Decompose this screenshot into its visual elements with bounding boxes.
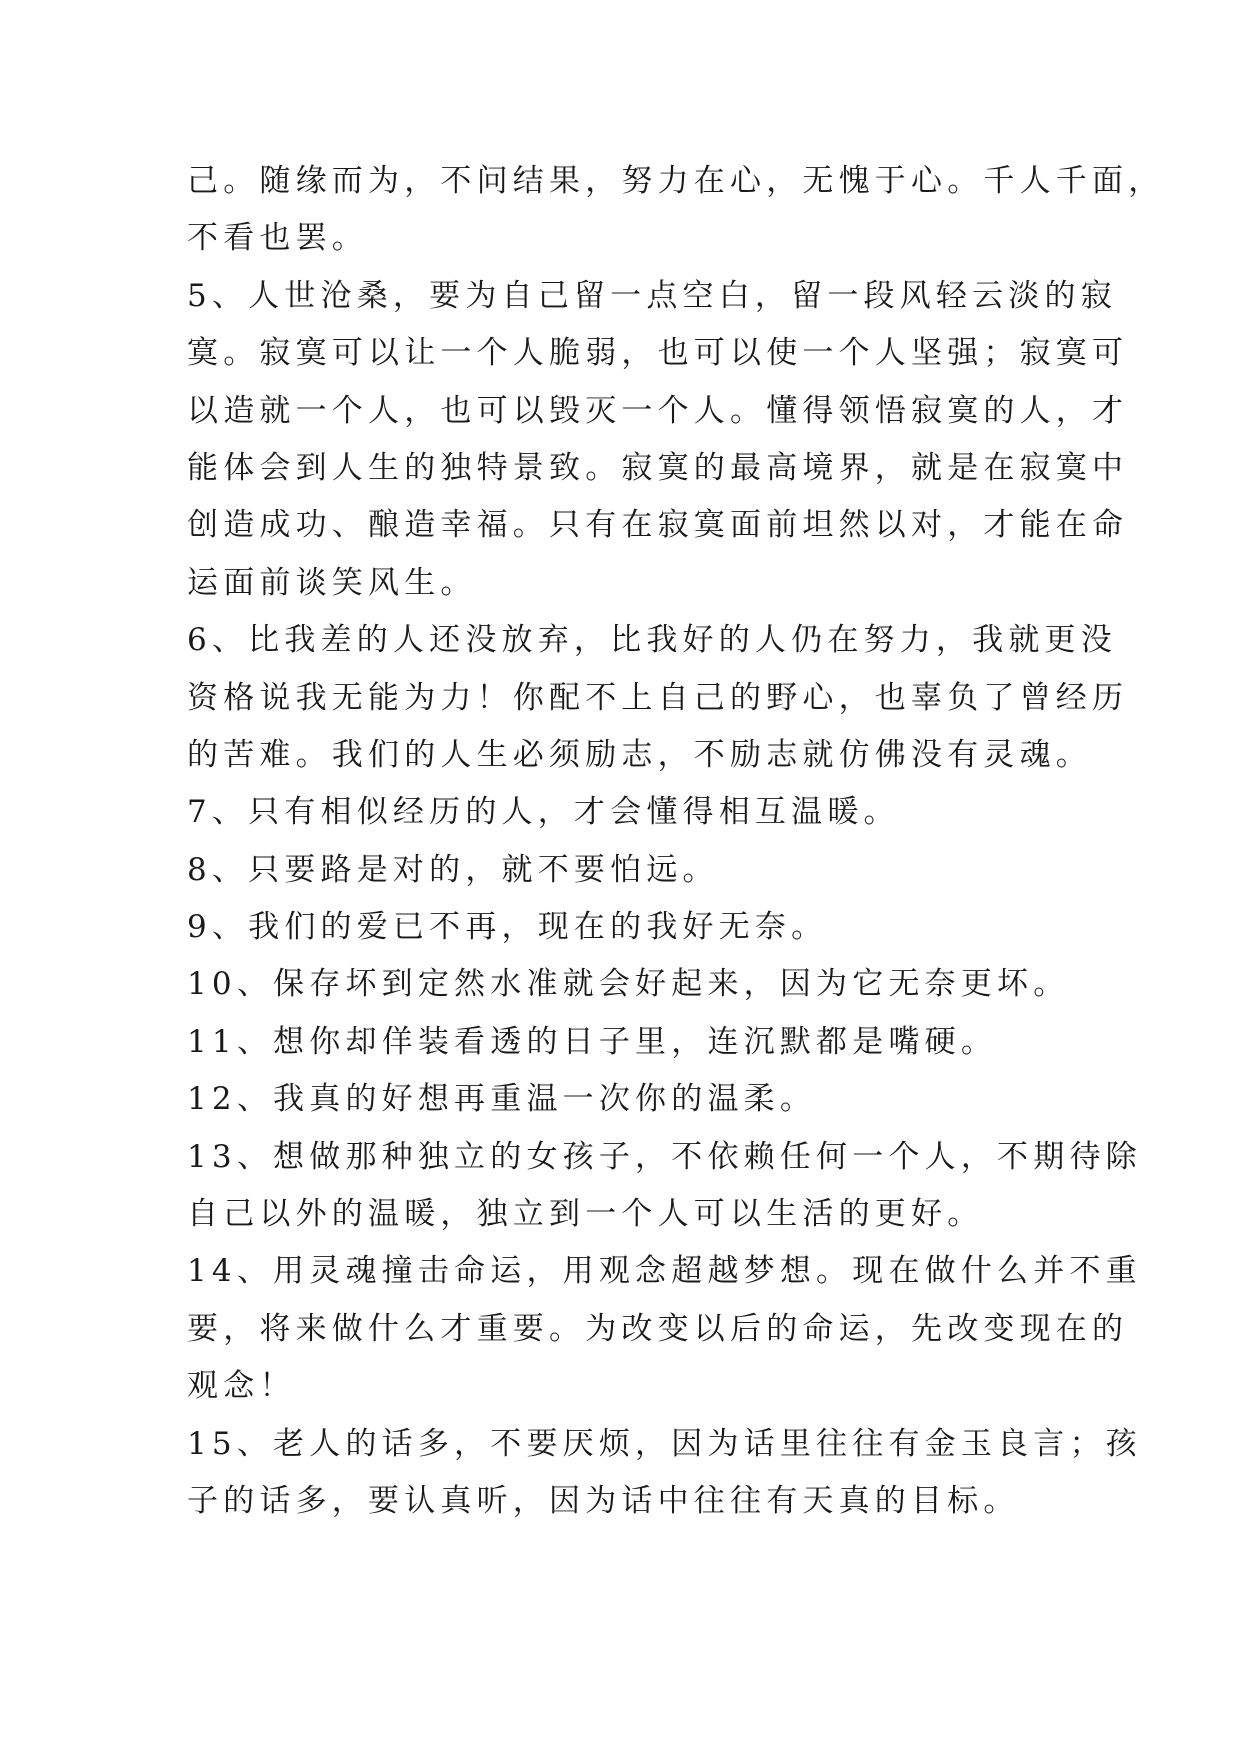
text-line: 不看也罢。 <box>187 220 368 257</box>
paragraph-item-9 <box>187 899 1057 956</box>
text-line: 运面前谈笑风生。 <box>187 564 477 601</box>
text-line: 10、保存坏到定然水准就会好起来，因为它无奈更坏。 <box>187 966 1070 1003</box>
text-line: 要，将来做什么才重要。为改变以后的命运，先改变现在的 <box>187 1310 1129 1347</box>
text-line: 己。随缘而为，不问结果，努力在心，无愧于心。千人千面， <box>187 163 1165 199</box>
paragraph-item-7 <box>187 784 1057 841</box>
paragraph-continuation <box>187 153 1165 268</box>
paragraph-item-12 <box>187 1071 1057 1128</box>
text-line: 创造成功、酿造幸福。只有在寂寞面前坦然以对，才能在命 <box>187 507 1129 544</box>
paragraph-item-8 <box>187 842 1057 899</box>
paragraph-item-14 <box>187 1243 1142 1415</box>
document-body <box>187 153 1165 1530</box>
paragraph-item-13 <box>187 1129 1142 1244</box>
paragraph-item-15 <box>187 1416 1142 1531</box>
text-line: 11、想你却佯装看透的日子里，连沉默都是嘴硬。 <box>187 1023 998 1060</box>
text-line: 自己以外的温暖，独立到一个人可以生活的更好。 <box>187 1196 984 1233</box>
text-line: 12、我真的好想再重温一次你的温柔。 <box>187 1081 817 1118</box>
text-line: 9、我们的爱已不再，现在的我好无奈。 <box>187 909 828 946</box>
paragraph-item-10 <box>187 956 1070 1013</box>
paragraph-item-5 <box>187 268 1129 612</box>
text-line: 寞。寂寞可以让一个人脆弱，也可以使一个人坚强；寂寞可 <box>187 335 1129 372</box>
text-line: 资格说我无能为力！你配不上自己的野心，也辜负了曾经历 <box>187 679 1129 716</box>
text-line: 15、老人的话多，不要厌烦，因为话里往往有金玉良言；孩 <box>187 1425 1142 1462</box>
text-line: 5、人世沧桑，要为自己留一点空白，留一段风轻云淡的寂 <box>187 277 1117 314</box>
text-line: 7、只有相似经历的人，才会懂得相互温暖。 <box>187 794 900 831</box>
text-line: 子的话多，要认真听，因为话中往往有天真的目标。 <box>187 1482 1020 1519</box>
paragraph-item-6 <box>187 612 1129 784</box>
text-line: 的苦难。我们的人生必须励志，不励志就仿佛没有灵魂。 <box>187 736 1092 773</box>
text-line: 能体会到人生的独特景致。寂寞的最高境界，就是在寂寞中 <box>187 449 1129 486</box>
text-line: 以造就一个人，也可以毁灭一个人。懂得领悟寂寞的人，才 <box>187 392 1129 429</box>
text-line: 观念！ <box>187 1368 296 1405</box>
text-line: 14、用灵魂撞击命运，用观念超越梦想。现在做什么并不重 <box>187 1253 1142 1290</box>
text-line: 13、想做那种独立的女孩子，不依赖任何一个人，不期待除 <box>187 1138 1142 1175</box>
text-line: 8、只要路是对的，就不要怕远。 <box>187 851 719 888</box>
paragraph-item-11 <box>187 1014 1057 1071</box>
text-line: 6、比我差的人还没放弃，比我好的人仍在努力，我就更没 <box>187 622 1117 659</box>
